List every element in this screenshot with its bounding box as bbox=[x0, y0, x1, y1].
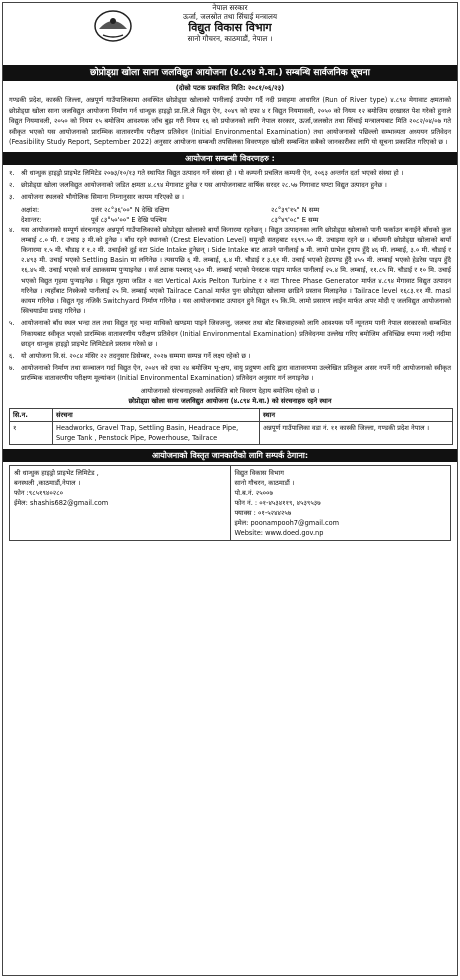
contact-line: विद्युत विकास विभाग bbox=[234, 468, 285, 477]
longitude-to: ८३°४९'०८" E सम्म bbox=[271, 215, 319, 224]
latitude-to: २८°३९'१५" N सम्म bbox=[271, 205, 320, 214]
latitude-label: अक्षांश: bbox=[21, 205, 40, 214]
table-row bbox=[10, 421, 453, 444]
longitude-from: पूर्व ८३°५०'००" E देखि पश्चिम bbox=[91, 215, 167, 224]
item-number: २. bbox=[9, 181, 15, 190]
intro-paragraph: गण्डकी प्रदेश, कास्की जिल्ला, अन्नपूर्ण गाउँपालिकामा अवस्थित छोप्रोड्ग्रा खोलाको पानीलाई उपयोग गर्दै नदी प्रवाहमा आधारित (Run of River type) ४.८९४ मेगावाट क्षमताको छोप्रोड्ग्रा खोला साना जलविद्युत आयोजना निर्माण गर्न धान्धुक हाइड्रो प्रा.लि.ले विद्युत ऐन, २०४९ को दफा ४ र विद्युत नियमावली, २०५० को नियम १२ बमोजिम दरखास्त पेश गरेको हुनाले विद्युत नियमावली, २०५० को नियम १५ बमोजिम आवश्यक जाँच बुझ गरी नियम १६ को प्रयोजनको लागि नेपाल सरकार, ऊर्जा,जलस्रोत तथा सिंचाई मन्त्रालयबाट मिति २०८२/०४/०७ गते स्वीकृत भएको यस आयोजनाको प्रारम्भिक वातावरणीय परीक्षण प्रतिवेदन (Initial Environmental Examination) तथा आयोजनाको पछिल्लो सम्भाव्यता अध्ययन प्रतिवेदन (Feasibility Study Report, September 2022) अनुसार आयोजना सम्बन्धी तपसिलका विवरणहरु खोली सम्बन्धित सबैको जानकारीका लागि यो सूचना प्रकाशित गरिएको छ । bbox=[9, 96, 451, 147]
contact-line: पो.ब.नं. २५००७ bbox=[234, 488, 273, 497]
detail-item bbox=[3, 192, 457, 204]
publication-date: (दोस्रो पटक प्रकाशित मिति: २०८१/०६/२३) bbox=[175, 84, 285, 92]
item-number: ४. bbox=[9, 225, 15, 234]
detail-item bbox=[3, 168, 457, 180]
contact-email: ईमेल: shashis682@gmail.com bbox=[14, 498, 109, 507]
contact-block bbox=[9, 465, 451, 541]
table-header: संरचना bbox=[53, 408, 260, 421]
item-text: आयोजना स्थलको भौगोलिक सिमाना निम्नानुसार कायम गरिएको छ । bbox=[21, 193, 185, 202]
detail-item bbox=[3, 363, 457, 385]
developer-contact bbox=[10, 466, 230, 540]
contact-heading: आयोजनाको विस्तृत जानकारीको लागि सम्पर्क ठेगाना: bbox=[3, 449, 457, 462]
project-details-heading: आयोजना सम्बन्धी विवरणहरु : bbox=[3, 152, 457, 165]
item-number: ७. bbox=[9, 364, 15, 373]
item-text: यो आयोजना वि.सं. २०८४ मंसिर २२ तदनुसार डिसेम्बर, २०२७ सम्ममा सम्पन्न गर्ने लक्ष्य रहेको छ । bbox=[21, 352, 251, 361]
structures-subtitle: छोप्रोड्ग्रा खोला साना जलविद्युत आयोजना (४.८९४ मे.वा.) को संरचनाहरु रहने स्थान bbox=[128, 396, 332, 405]
nepal-emblem-icon bbox=[93, 9, 133, 43]
item-number: ५. bbox=[9, 319, 15, 328]
detail-item bbox=[3, 351, 457, 363]
govt-line: नेपाल सरकार bbox=[212, 3, 248, 12]
item-number: ६. bbox=[9, 352, 15, 361]
contact-line: फ्याक्स : ०१-५२४४२५७ bbox=[234, 508, 292, 517]
detail-item bbox=[3, 180, 457, 192]
detail-item bbox=[3, 318, 457, 351]
item-text: आयोजनाको निर्माण तथा सञ्चालन गर्दा विद्युत ऐन, २०४९ को दफा २४ बमोजिम भू-क्षय, वायु प्रदुषण आदि द्वारा वातावरणमा उल्लेखित प्रतिकूल असर नपर्ने गरी आयोजनाको स्वीकृत प्रारम्भिक वातावरणीय परीक्षण मूल्यांकन (Initial Environmental Examination) प्रतिवेदन अनुसार गर्न लगाइनेछ । bbox=[21, 364, 451, 383]
table-cell: अन्नपूर्ण गाउँपालिका वडा नं. ११ कास्की जिल्ला, गण्डकी प्रदेश नेपाल । bbox=[260, 421, 453, 444]
notice-page bbox=[2, 2, 458, 976]
table-header-row bbox=[10, 408, 453, 421]
latitude-from: उत्तर २८°३६'००" N देखि दक्षिण bbox=[91, 205, 170, 214]
contact-line: सानो गौचरन, काठमाडौं । bbox=[234, 478, 295, 487]
office-address: सानो गौचरन, काठमाडौं, नेपाल । bbox=[187, 34, 273, 43]
contact-line: श्री धान्धुक हाइड्रो प्राइभेट लिमिटेड , bbox=[14, 468, 99, 477]
item-text: छोप्रोड्ग्रा खोला जलविद्युत आयोजनाको जडित क्षमता ४.८९४ मेगावाट हुनेछ र यस आयोजनाबाट वार्षिक सरदर २८.५७ गिगावाट घण्टा विद्युत उत्पादन हुनेछ । bbox=[21, 181, 387, 190]
detail-item bbox=[3, 225, 457, 319]
structures-intro: आयोजनाको संरचनाहरुको अवस्थिति बारे विवरण देहाय बमोजिम रहेको छ । bbox=[140, 386, 320, 395]
item-number: ३. bbox=[9, 193, 15, 202]
contact-line: फोन नं. : ०१-४५३४११९, ४५३९५३७ bbox=[234, 498, 321, 507]
table-header: स्थान bbox=[260, 408, 453, 421]
item-text: श्री धान्धुक हाइड्रो प्राइभेट लिमिटेड २०७३/१०/१३ गते स्थापित विद्युत उत्पादन गर्ने संस्था हो । यो कम्पनी प्रचलित कम्पनी ऐन, २०६३ अन्तर्गत दर्ता भएको संस्था हो । bbox=[21, 168, 404, 177]
longitude-label: देशान्तर: bbox=[21, 215, 42, 224]
item-number: १. bbox=[9, 168, 15, 177]
item-text: आयोजनाको बाँध स्थल भन्दा तल तथा विद्युत गृह भन्दा माथिको खण्डमा पाइने जिवजन्तु, जलचर तथा बोट बिरुवाहरुको लागि आवश्यक पर्ने न्यूनतम पानी नेपाल सरकारको सम्बन्धित निकायबाट स्वीकृत भएको प्रारम्भिक वातावरणीय परीक्षण प्रतिवेदन (Initial Environmental Examination) प्रतिवेदनमा उल्लेख गरिए बमोजिम अविच्छिन्न रुपमा नल्दी नदीमा छाड्न धान्धुक हाइड्रो प्राइभेट लिमिटेडले प्रस्ताव गरेको छ । bbox=[21, 319, 451, 348]
coordinates-block bbox=[3, 205, 457, 225]
contact-line: बनस्थली ,काठमाडौं,नेपाल । bbox=[14, 478, 81, 487]
contact-line: फोन :९८५१९४०२८० bbox=[14, 488, 64, 497]
ministry-line: ऊर्जा, जलस्रोत तथा सिंचाई मन्त्रालय bbox=[182, 12, 278, 21]
contact-email: इमेल: poonampooh7@gmail.com bbox=[234, 518, 340, 527]
notice-header bbox=[3, 3, 457, 65]
office-name: विद्युत विकास विभाग bbox=[188, 21, 272, 34]
notice-title-banner: छोप्रोड्ग्रा खोला साना जलविद्युत आयोजना (४.८९४ मे.वा.) सम्बन्धि सार्वजनिक सूचना bbox=[3, 65, 457, 81]
structures-table bbox=[9, 408, 453, 445]
contact-website: Website: www.doed.gov.np bbox=[234, 528, 324, 537]
table-cell: Headworks, Gravel Trap, Settling Basin, Headrace Pipe, Surge Tank , Penstock Pipe, Powerhouse, Tailrace bbox=[53, 421, 260, 444]
item-text: यस आयोजनाको सम्पूर्ण संरचनाहरु अन्नपूर्ण गाउँपालिकाको छोप्रोड्ग्रा खोलाको बायाँ किनारमा रहनेछन् । विद्युत उत्पादनका लागि छोप्रोड्ग्रा खोलाको पानी फर्काउन बनाईने बाँधको कुल लम्बाई ८.० मी. र उचाइ ३ मी.को हुनेछ । बाँध रहने स्थानको (Crest Elevation Level) समुन्द्री सतहबाट १६९९.५० मी. उचाइमा रहने छ । बाँधमनी छोप्रोड्ग्रा खोलाको बायाँ किनारमा १.५ मी. चौडाइ र १.२ मी. उचाईको दुई वटा Side Intake हुनेछन् । Side Intake बाट आउने पानीलाई ७ मी. लामो ग्राभेल ट्र्याप हुँदै ४६ मी. लम्बाई, ३.० मी. चौडाई र २.४९३ मी. उचाई भएको Settling Basin मा लगिनेछ । त्यसपछि ६ मी. लम्बाई, ६.४ मी. चौडाई र ३.६१ मी. उचाई भएको हेडपण्ड हुँदै ४५५ मी. लम्बाई भएको हेडरेस पाइप हुँदै १६.४५ मी. उचाई भएको सर्ज ट्याकसम्म पुऱ्याइनेछ । सर्ज ट्याक पश्चात् ५३० मी. लम्बाई भएको पेनस्टक पाइप मार्फत पानीलाई २५.४ मि. लम्बाई, ११.८५ मि. चौडाई र १० मि. उचाई भएको विद्युत गृहमा पुऱ्याइनेछ । विद्युत गृहमा जडित २ वटा Vertical Axis Pelton Turbine र २ वटा Three Phase Generator मार्फत ४.८९४ मेगावाट विद्युत उत्पादन गरिनेछ । त्यहाँबाट निस्केको पानीलाई २५ मि. लम्बाई भएको Tailrace Canal मार्फत पुनः छोप्रोड्ग्रा खोलामा छाडिने प्रस्ताव मिलाइनेछ । Tailrace level १६८३.११ मी. masl कायम गरिनेछ । विद्युत गृह नजिकै Switchyard निर्माण गरिनेछ । यस आयोजनाबाट उत्पादन हुने विद्युत १५ कि.मि. लामो प्रसारण लाईन मार्फत अपर मोदी ए जलविद्युत आयोजनाको स्विचयार्डमा प्रवाह गरिनेछ । bbox=[21, 225, 451, 316]
department-contact bbox=[230, 466, 451, 540]
table-header: सि.न. bbox=[10, 408, 53, 421]
table-cell: १ bbox=[10, 421, 53, 444]
